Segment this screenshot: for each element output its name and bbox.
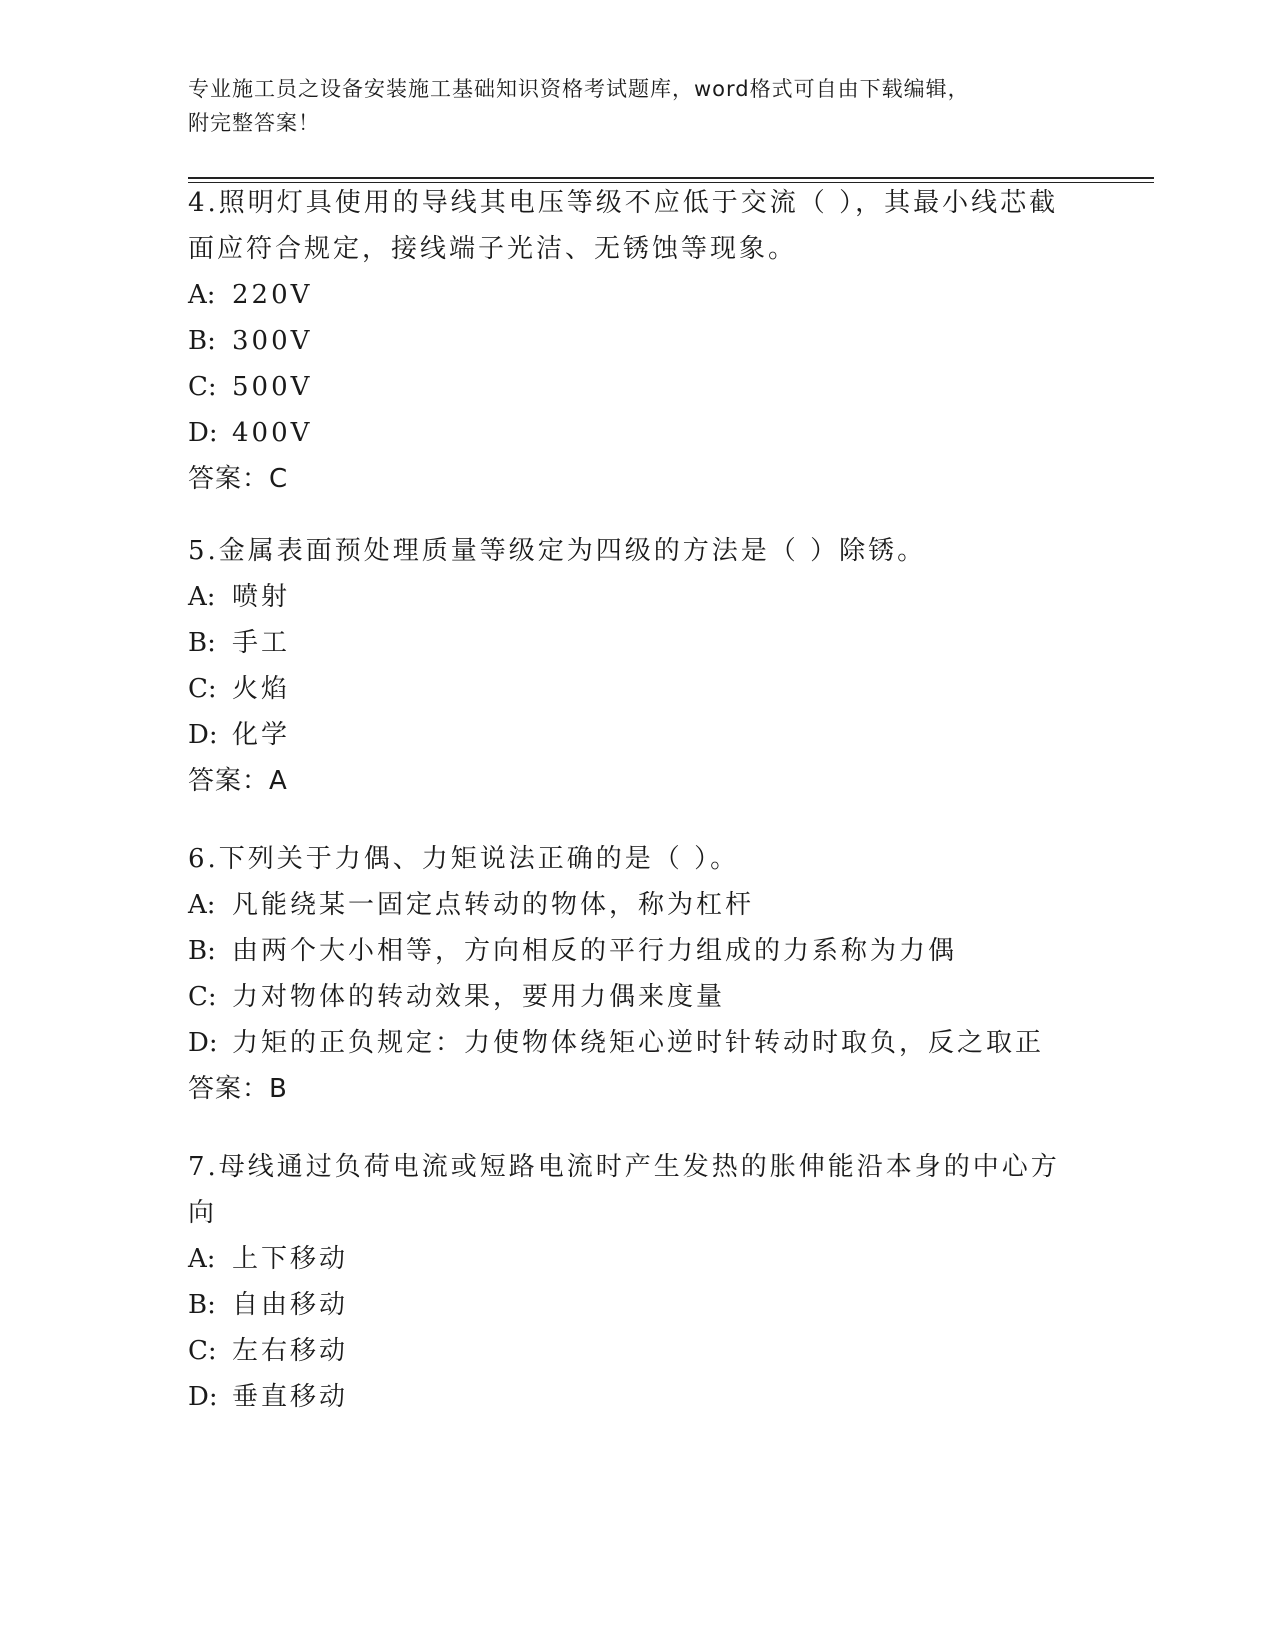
question-6 <box>188 836 1088 1112</box>
option-a <box>188 272 1088 318</box>
option-text: 垂直移动 <box>232 1382 349 1412</box>
option-label: C: <box>188 1336 217 1366</box>
option-text: 300V <box>232 326 313 356</box>
option-text: 400V <box>232 418 313 448</box>
option-text: 上下移动 <box>232 1244 349 1274</box>
question-5 <box>188 528 1088 804</box>
option-label: C: <box>188 674 217 704</box>
answer-line: 答案：A <box>188 766 288 796</box>
option-label: A: <box>188 1244 216 1274</box>
option-a <box>188 574 1088 620</box>
option-a <box>188 882 1088 928</box>
option-text: 220V <box>232 280 313 310</box>
option-label: D: <box>188 1028 218 1058</box>
option-d <box>188 410 1088 456</box>
option-label: A: <box>188 280 216 310</box>
question-text-line-2: 向 <box>188 1198 218 1228</box>
option-text: 自由移动 <box>232 1290 349 1320</box>
option-c <box>188 666 1088 712</box>
option-label: B: <box>188 1290 216 1320</box>
option-label: A: <box>188 890 216 920</box>
option-text: 由两个大小相等，方向相反的平行力组成的力系称为力偶 <box>232 936 958 966</box>
option-text: 左右移动 <box>232 1336 349 1366</box>
header-divider-thick <box>188 177 1154 179</box>
option-d <box>188 1374 1088 1420</box>
option-text: 手工 <box>232 628 291 658</box>
option-b <box>188 1282 1088 1328</box>
option-text: 凡能绕某一固定点转动的物体，称为杠杆 <box>232 890 755 920</box>
option-label: B: <box>188 326 216 356</box>
question-4 <box>188 180 1088 502</box>
question-text-line-1: 5.金属表面预处理质量等级定为四级的方法是（ ）除锈。 <box>188 536 927 566</box>
question-text-line-2: 面应符合规定，接线端子光洁、无锈蚀等现象。 <box>188 234 798 264</box>
answer-line: 答案：B <box>188 1074 288 1104</box>
option-label: B: <box>188 936 216 966</box>
header-line-2: 附完整答案！ <box>188 111 320 135</box>
option-c <box>188 364 1088 410</box>
header-line-1: 专业施工员之设备安装施工基础知识资格考试题库，word格式可自由下载编辑， <box>188 77 970 101</box>
option-label: D: <box>188 1382 218 1412</box>
question-text-line-1: 6.下列关于力偶、力矩说法正确的是（ ）。 <box>188 844 740 874</box>
document-header <box>188 72 1088 140</box>
option-label: A: <box>188 582 216 612</box>
option-label: D: <box>188 418 218 448</box>
option-text: 化学 <box>232 720 291 750</box>
option-b <box>188 928 1088 974</box>
option-b <box>188 318 1088 364</box>
option-text: 火焰 <box>232 674 291 704</box>
option-d <box>188 712 1088 758</box>
option-d <box>188 1020 1088 1066</box>
option-text: 力对物体的转动效果，要用力偶来度量 <box>232 982 726 1012</box>
option-text: 500V <box>232 372 313 402</box>
option-label: C: <box>188 982 217 1012</box>
option-b <box>188 620 1088 666</box>
option-c <box>188 974 1088 1020</box>
answer-line: 答案：C <box>188 464 289 494</box>
option-label: D: <box>188 720 218 750</box>
option-c <box>188 1328 1088 1374</box>
option-label: B: <box>188 628 216 658</box>
option-label: C: <box>188 372 217 402</box>
question-7 <box>188 1144 1088 1420</box>
option-text: 力矩的正负规定：力使物体绕矩心逆时针转动时取负，反之取正 <box>232 1028 1045 1058</box>
option-a <box>188 1236 1088 1282</box>
option-text: 喷射 <box>232 582 291 612</box>
question-text-line-1: 4.照明灯具使用的导线其电压等级不应低于交流（ ），其最小线芯截 <box>188 188 1059 218</box>
question-text-line-1: 7.母线通过负荷电流或短路电流时产生发热的胀伸能沿本身的中心方 <box>188 1152 1060 1182</box>
